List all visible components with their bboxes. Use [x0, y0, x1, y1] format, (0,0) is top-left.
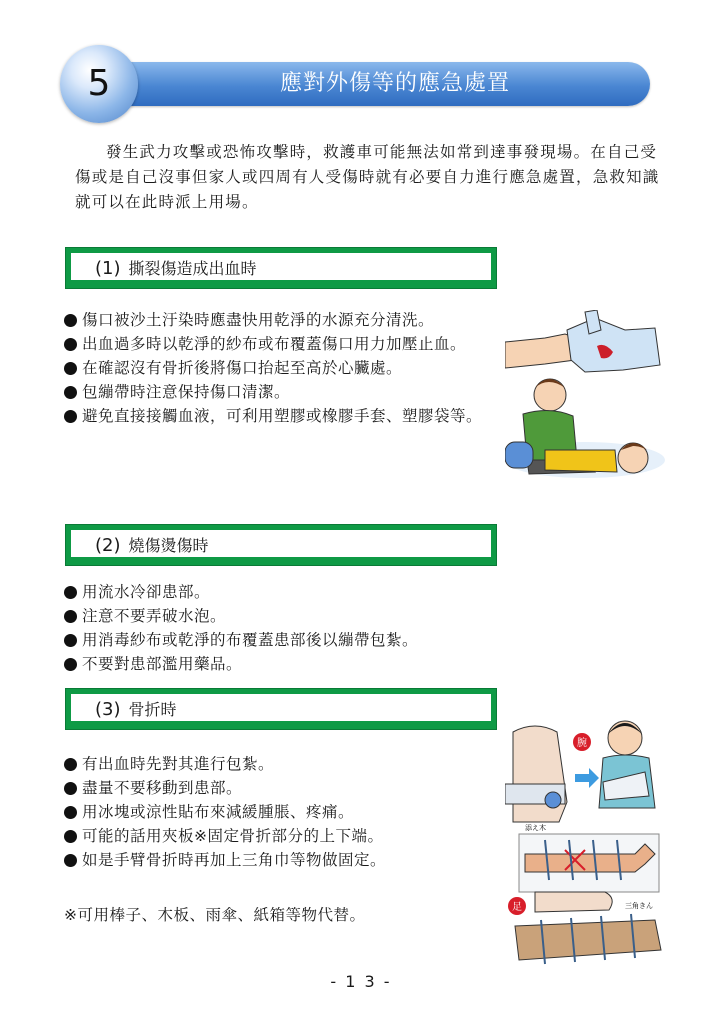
- section-number: 5: [87, 63, 111, 104]
- list-item: 注意不要弄破水泡。: [64, 604, 494, 628]
- list-item: 避免直接接觸血液，可利用塑膠或橡膠手套、塑膠袋等。: [64, 404, 494, 428]
- list-item: 用冰塊或涼性貼布來減緩腫脹、疼痛。: [64, 800, 494, 824]
- leg-label: 足: [512, 902, 522, 913]
- section-header-fracture: [65, 688, 497, 730]
- section-num: (1): [95, 258, 121, 279]
- fracture-list: [64, 752, 494, 872]
- section-title: 骨折時: [128, 700, 177, 719]
- arm-label: 腕: [577, 738, 587, 749]
- fracture-illustration: [505, 712, 665, 972]
- list-item: 可能的話用夾板※固定骨折部分的上下端。: [64, 824, 494, 848]
- section-header-burns: [65, 524, 497, 566]
- footnote: ※可用棒子、木板、雨傘、紙箱等物代替。: [64, 906, 366, 924]
- section-num: (2): [95, 535, 121, 556]
- list-item: 如是手臂骨折時再加上三角巾等物做固定。: [64, 848, 494, 872]
- list-item: 傷口被沙土汙染時應盡快用乾淨的水源充分清洗。: [64, 308, 494, 332]
- list-item: 有出血時先對其進行包紮。: [64, 752, 494, 776]
- bleeding-list: [64, 308, 494, 428]
- page-number: - 1 3 -: [330, 972, 392, 991]
- section-header-bleeding: [65, 247, 497, 289]
- list-item: 在確認沒有骨折後將傷口抬起至高於心臟處。: [64, 356, 494, 380]
- page-title: 應對外傷等的應急處置: [279, 71, 510, 96]
- burns-list: [64, 580, 494, 676]
- section-num: (3): [95, 699, 121, 720]
- sling-label: 三角きん: [625, 902, 653, 910]
- list-item: 不要對患部濫用藥品。: [64, 652, 494, 676]
- list-item: 包繃帶時注意保持傷口清潔。: [64, 380, 494, 404]
- splint-label: 添え木: [525, 824, 546, 832]
- list-item: 用消毒紗布或乾淨的布覆蓋患部後以繃帶包紮。: [64, 628, 494, 652]
- bandage-illustration: [505, 310, 665, 500]
- list-item: 出血過多時以乾淨的紗布或布覆蓋傷口用力加壓止血。: [64, 332, 494, 356]
- list-item: 用流水冷卻患部。: [64, 580, 494, 604]
- section-title: 燒傷燙傷時: [128, 536, 209, 555]
- intro-paragraph: 發生武力攻擊或恐怖攻擊時，救護車可能無法如常到達事發現場。在自己受傷或是自己沒事但家人或四周有人受傷時就有必要自力進行應急處置，急救知識就可以在此時派上用場。: [75, 143, 660, 211]
- list-item: 盡量不要移動到患部。: [64, 776, 494, 800]
- section-title: 撕裂傷造成出血時: [128, 259, 257, 278]
